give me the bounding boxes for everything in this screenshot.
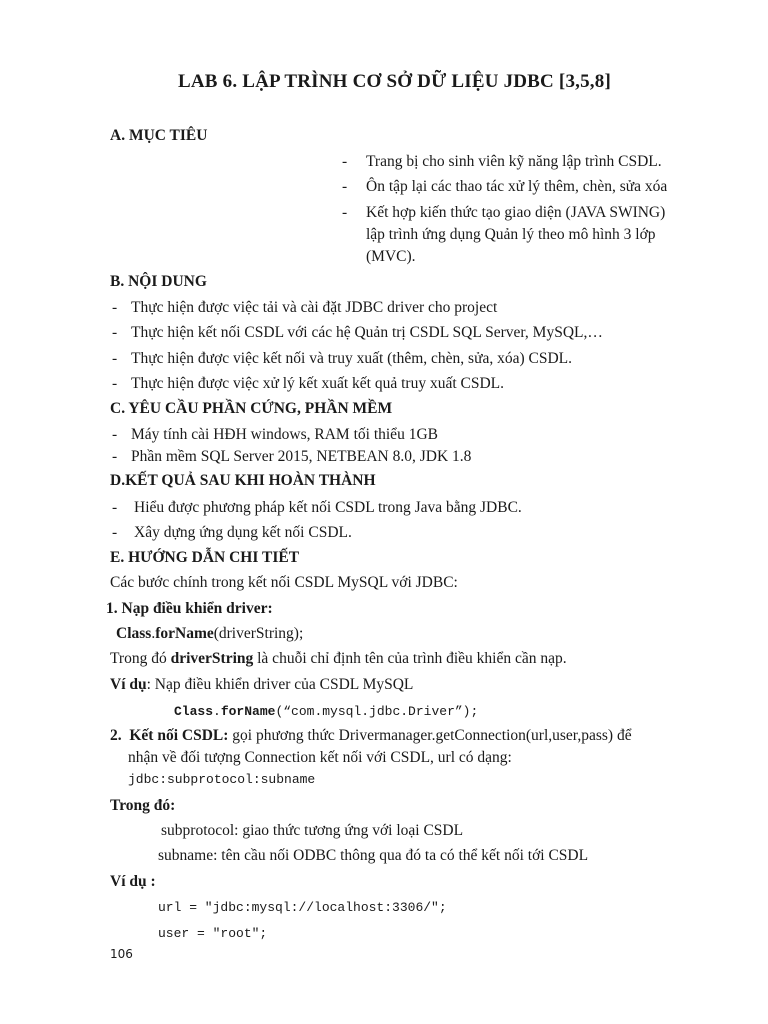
section-b-heading: B. NỘI DUNG (110, 273, 207, 290)
section-e-intro: Các bước chính trong kết nối CSDL MySQL với JDBC: (110, 574, 458, 591)
step1-example: Ví dụ: Nạp điều khiển driver của CSDL MySQL (110, 676, 414, 693)
content-item: Thực hiện được việc xử lý kết xuất kết quả truy xuất CSDL. (131, 375, 505, 392)
section-d-heading: D.KẾT QUẢ SAU KHI HOÀN THÀNH (110, 472, 376, 489)
step2-where-label: Trong đó: (110, 797, 176, 814)
content-item: Thực hiện được việc kết nối và truy xuất (thêm, chèn, sửa, xóa) CSDL. (131, 350, 573, 367)
bullet-dash: - (112, 350, 118, 367)
step1-example-code: Class.forName(“com.mysql.jdbc.Driver”); (174, 704, 479, 719)
page-number: 106 (110, 947, 133, 961)
section-a-heading: A. MỤC TIÊU (110, 127, 208, 144)
content-item: Thực hiện kết nối CSDL với các hệ Quản trị CSDL SQL Server, MySQL,… (131, 324, 603, 341)
code-user-line: user = "root"; (158, 926, 268, 941)
bullet-dash: - (112, 324, 118, 341)
bullet-dash: - (112, 448, 118, 465)
bullet-dash: - (112, 426, 118, 443)
objective-item-cont: lập trình ứng dụng Quản lý theo mô hình 3 lớp (366, 226, 656, 243)
page-title: LAB 6. LẬP TRÌNH CƠ SỞ DỮ LIỆU JDBC [3,5,8] (178, 71, 611, 92)
section-e-heading: E. HƯỚNG DẪN CHI TIẾT (110, 549, 300, 566)
result-item: Xây dựng ứng dụng kết nối CSDL. (134, 524, 352, 541)
step1-code: Class.forName(driverString); (116, 625, 304, 642)
section-c-heading: C. YÊU CẦU PHẦN CỨNG, PHẦN MỀM (110, 400, 393, 417)
objective-item: Ôn tập lại các thao tác xử lý thêm, chèn, sửa xóa (366, 178, 668, 195)
bullet-dash: - (112, 524, 118, 541)
result-item: Hiểu được phương pháp kết nối CSDL trong Java bằng JDBC. (134, 499, 522, 516)
subname-definition: subname: tên cầu nối ODBC thông qua đó ta có thể kết nối tới CSDL (158, 847, 589, 864)
requirement-item: Phần mềm SQL Server 2015, NETBEAN 8.0, JDK 1.8 (131, 448, 472, 465)
objective-item: Kết hợp kiến thức tạo giao diện (JAVA SWING) (366, 204, 666, 221)
bullet-dash: - (342, 178, 348, 195)
subprotocol-definition: subprotocol: giao thức tương ứng với loại CSDL (161, 822, 464, 839)
bullet-dash: - (112, 375, 118, 392)
step2-heading: 2. Kết nối CSDL: gọi phương thức Drivermanager.getConnection(url,user,pass) để (110, 727, 632, 744)
requirement-item: Máy tính cài HĐH windows, RAM tối thiểu 1GB (131, 426, 438, 443)
bullet-dash: - (342, 153, 348, 170)
bullet-dash: - (342, 204, 348, 221)
bullet-dash: - (112, 299, 118, 316)
step2-example-label: Ví dụ : (110, 873, 156, 890)
objective-item: Trang bị cho sinh viên kỹ năng lập trình CSDL. (366, 153, 662, 170)
step2-description: nhận về đối tượng Connection kết nối với CSDL, url có dạng: (128, 749, 512, 766)
step1-description: Trong đó driverString là chuỗi chỉ định tên của trình điều khiển cần nạp. (110, 650, 567, 667)
step1-heading: 1. Nạp điều khiển driver: (106, 600, 273, 617)
step2-url-format-code: jdbc:subprotocol:subname (128, 772, 316, 787)
content-item: Thực hiện được việc tải và cài đặt JDBC driver cho project (131, 299, 498, 316)
bullet-dash: - (112, 499, 118, 516)
objective-item-cont: (MVC). (366, 248, 416, 265)
code-url-line: url = "jdbc:mysql://localhost:3306/"; (158, 900, 447, 915)
